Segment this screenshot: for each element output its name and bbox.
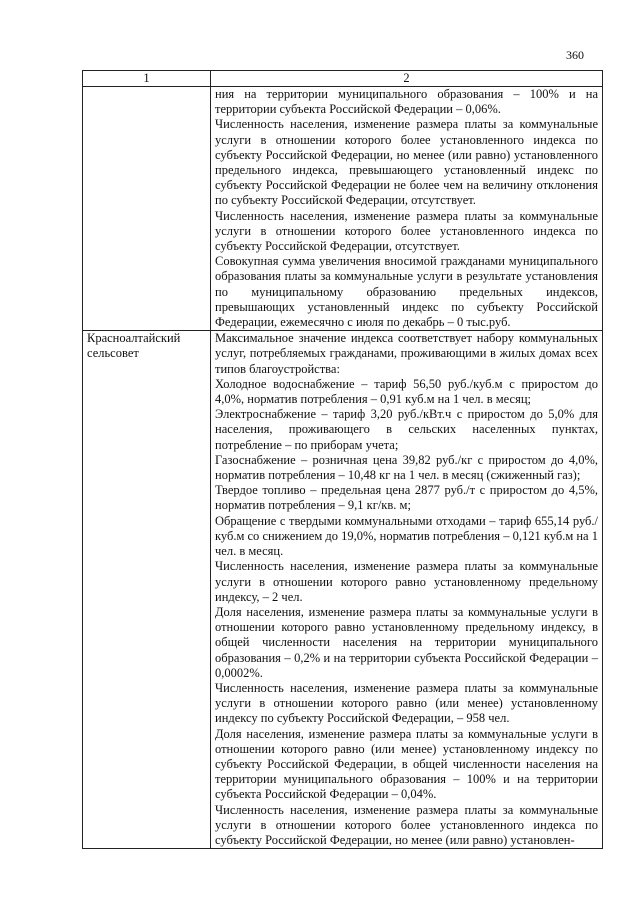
paragraph: Численность населения, изменение размера платы за коммунальные услуги в отношении которого более установленного индекса по субъекту Российской Федерации, отсутствует. xyxy=(215,208,598,254)
municipality-cell: Красноалтайский сельсовет xyxy=(83,331,211,849)
table-row xyxy=(83,87,603,331)
paragraph: Газоснабжение – розничная цена 39,82 руб./кг с приростом до 4,0%, норматив потребления – 10,48 кг на 1 чел. в месяц (сжиженный газ); xyxy=(215,452,598,483)
paragraph: Холодное водоснабжение – тариф 56,50 руб./куб.м с приростом до 4,0%, норматив потребления – 0,91 куб.м на 1 чел. в месяц; xyxy=(215,376,598,407)
paragraph: Максимальное значение индекса соответствует набору коммунальных услуг, потребляемых гражданами, проживающими в жилых домах всех типов благоустройства: xyxy=(215,331,598,376)
column-header-1: 1 xyxy=(83,71,211,87)
paragraph: Доля населения, изменение размера платы за коммунальные услуги в отношении которого равно (или менее) установленному индексу по субъекту Российской Федерации, в общей численности населения на территории муниципального образования – 100% и на территории субъекта Российской Федерации – 0,04%. xyxy=(215,726,598,802)
description-cell xyxy=(211,87,603,331)
paragraph: Численность населения, изменение размера платы за коммунальные услуги в отношении которого равно (или менее) установленному индексу по субъекту Российской Федерации, – 958 чел. xyxy=(215,680,598,726)
paragraph: ния на территории муниципального образования – 100% и на территории субъекта Российской Федерации – 0,06%. xyxy=(215,87,598,117)
paragraph: Численность населения, изменение размера платы за коммунальные услуги в отношении которого более установленного индекса по субъекту Российской Федерации, но менее (или равно) установленного предельного индекса, превышающего установленный индекс по субъекту Российской Федерации не более чем на величину отклонения по субъекту Российской Федерации, отсутствует. xyxy=(215,117,598,208)
description-cell xyxy=(211,331,603,849)
paragraph: Электроснабжение – тариф 3,20 руб./кВт.ч с приростом до 5,0% для населения, проживающего в сельских населенных пунктах, потребление – по приборам учета; xyxy=(215,407,598,452)
table-header-row xyxy=(83,71,603,87)
column-header-2: 2 xyxy=(211,71,603,87)
paragraph: Доля населения, изменение размера платы за коммунальные услуги в отношении которого равно установленному предельному индексу, в общей численности населения на территории муниципального образования – 0,2% и на территории субъекта Российской Федерации – 0,0002%. xyxy=(215,604,598,680)
paragraph: Численность населения, изменение размера платы за коммунальные услуги в отношении которого равно установленному предельному индексу, – 2 чел. xyxy=(215,559,598,604)
page-number: 360 xyxy=(566,48,584,62)
table-row xyxy=(83,331,603,849)
paragraph: Численность населения, изменение размера платы за коммунальные услуги в отношении которого более установленного индекса по субъекту Российской Федерации, но менее (или равно) установлен- xyxy=(215,802,598,847)
paragraph: Твердое топливо – предельная цена 2877 руб./т с приростом до 4,5%, норматив потребления – 9,1 кг/кв. м; xyxy=(215,483,598,513)
municipality-cell xyxy=(83,87,211,331)
paragraph: Совокупная сумма увеличения вносимой гражданами муниципального образования платы за коммунальные услуги в результате установления по муниципальному образованию предельных индексов, превышающих установленный индекс по субъекту Российской Федерации, ежемесячно с июля по декабрь – 0 тыс.руб. xyxy=(215,254,598,330)
document-table xyxy=(82,70,603,849)
paragraph: Обращение с твердыми коммунальными отходами – тариф 655,14 руб./куб.м со снижением до 19,0%, норматив потребления – 0,121 куб.м на 1 чел. в месяц. xyxy=(215,513,598,559)
